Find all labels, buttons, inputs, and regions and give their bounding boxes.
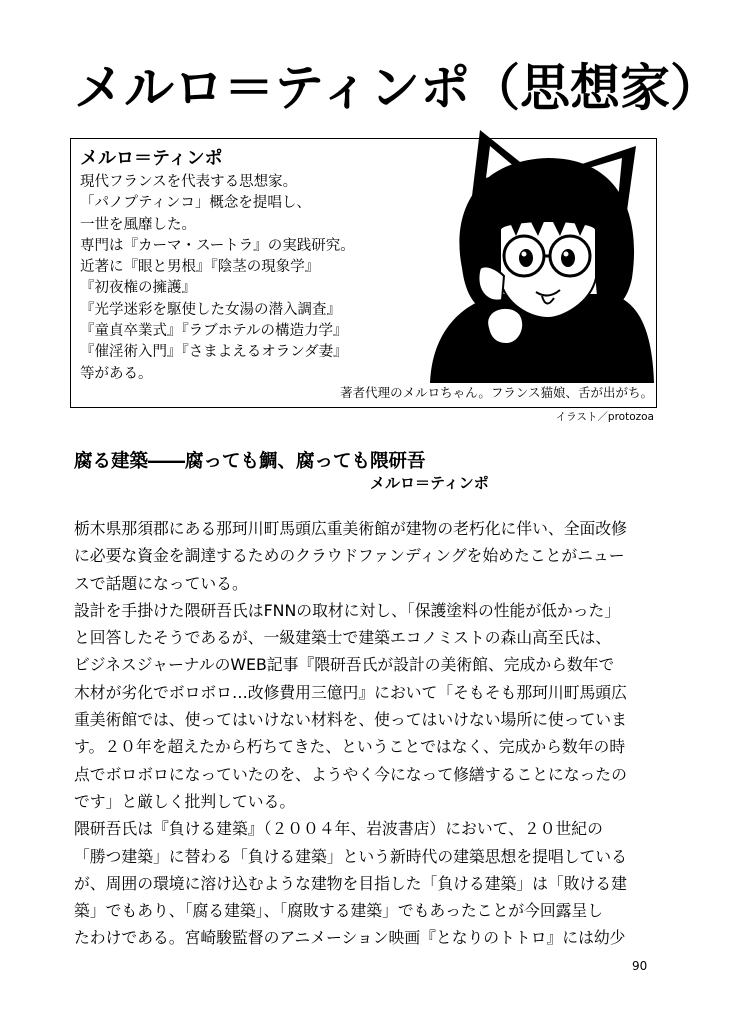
article-author: メルロ＝ティンポ (370, 474, 489, 492)
body-line: と回答したそうであるが、一級建築士で建築エコノミストの森山高至氏は、 (74, 628, 612, 648)
body-line: 築」でもあり、「腐る建築」、「腐敗する建築」でもあったことが今回露呈し (74, 901, 604, 921)
article-body (74, 515, 674, 952)
body-line: たわけである。宮崎駿監督のアニメーション映画『となりのトトロ』には幼少 (74, 928, 626, 948)
body-line: が、周囲の環境に溶け込むような建物を目指した「負ける建築」は「敗ける建 (74, 873, 627, 893)
body-line: スで話題になっている。 (74, 573, 248, 593)
body-line: 重美術館では、使ってはいけない材料を、使ってはいけない場所に使っていま (74, 710, 627, 730)
body-line: 点でボロボロになっていたのを、ようやく今になって修繕することになったの (74, 764, 627, 784)
bio-line: 一世を風靡した。 (80, 216, 196, 233)
article-title: 腐る建築――腐っても鯛、腐っても隈研吾 (74, 451, 426, 472)
bio-line: 現代フランスを代表する思想家。 (80, 174, 298, 190)
body-line: 隈研吾氏は『負ける建築』（２００４年、岩波書店）において、２０世紀の (74, 819, 603, 839)
bio-line: 『催淫術入門』『さまよえるオランダ妻』 (80, 344, 348, 361)
illustration-caption: 著者代理のメルロちゃん。フランス猫娘、舌が出がち。 (336, 384, 653, 402)
body-line: 「勝つ建築」に替わる「負ける建築」という新時代の建築思想を提唱している (74, 846, 627, 866)
bio-line: 「パノプティンコ」概念を提唱し、 (80, 195, 311, 212)
page-number: 90 (632, 959, 648, 973)
profile-name: メルロ＝ティンポ (80, 148, 223, 169)
bio-line: 『光学迷彩を駆使した女湯の潜入調査』 (80, 301, 341, 318)
bio-line: 『初夜権の擁護』 (80, 280, 196, 297)
bio-line: 近著に『眼と男根』『陰茎の現象学』 (80, 259, 320, 276)
body-line: です」と厳しく批判している。 (74, 791, 296, 811)
body-line: 木材が劣化でボロボロ…改修費用三億円』において「そもそも那珂川町馬頭広 (74, 682, 627, 702)
body-line: 設計を手掛けた隈研吾氏はFNNの取材に対し、「保護塗料の性能が低かった」 (74, 600, 621, 620)
body-line: ビジネスジャーナルのWEB記事『隈研吾氏が設計の美術館、完成から数年で (74, 655, 615, 675)
page-title: メルロ＝ティンポ（思想家） (74, 59, 720, 117)
body-line: に必要な資金を調達するためのクラウドファンディングを始めたことがニュー (74, 546, 625, 566)
bio-line: 『童貞卒業式』『ラブホテルの構造力学』 (80, 323, 348, 340)
body-line: す。２０年を超えたから朽ちてきた、ということではなく、完成から数年の時 (74, 737, 626, 757)
bio-line: 専門は『カーマ・スートラ』の実践研究。 (80, 237, 355, 254)
profile-bio (80, 172, 355, 385)
cat-girl-illustration (420, 118, 660, 388)
illustration-credit: イラスト／protozoa (555, 411, 654, 423)
bio-line: 等がある。 (80, 365, 153, 382)
body-line: 栃木県那須郡にある那珂川町馬頭広重美術館が建物の老朽化に伴い、全面改修 (74, 519, 627, 538)
